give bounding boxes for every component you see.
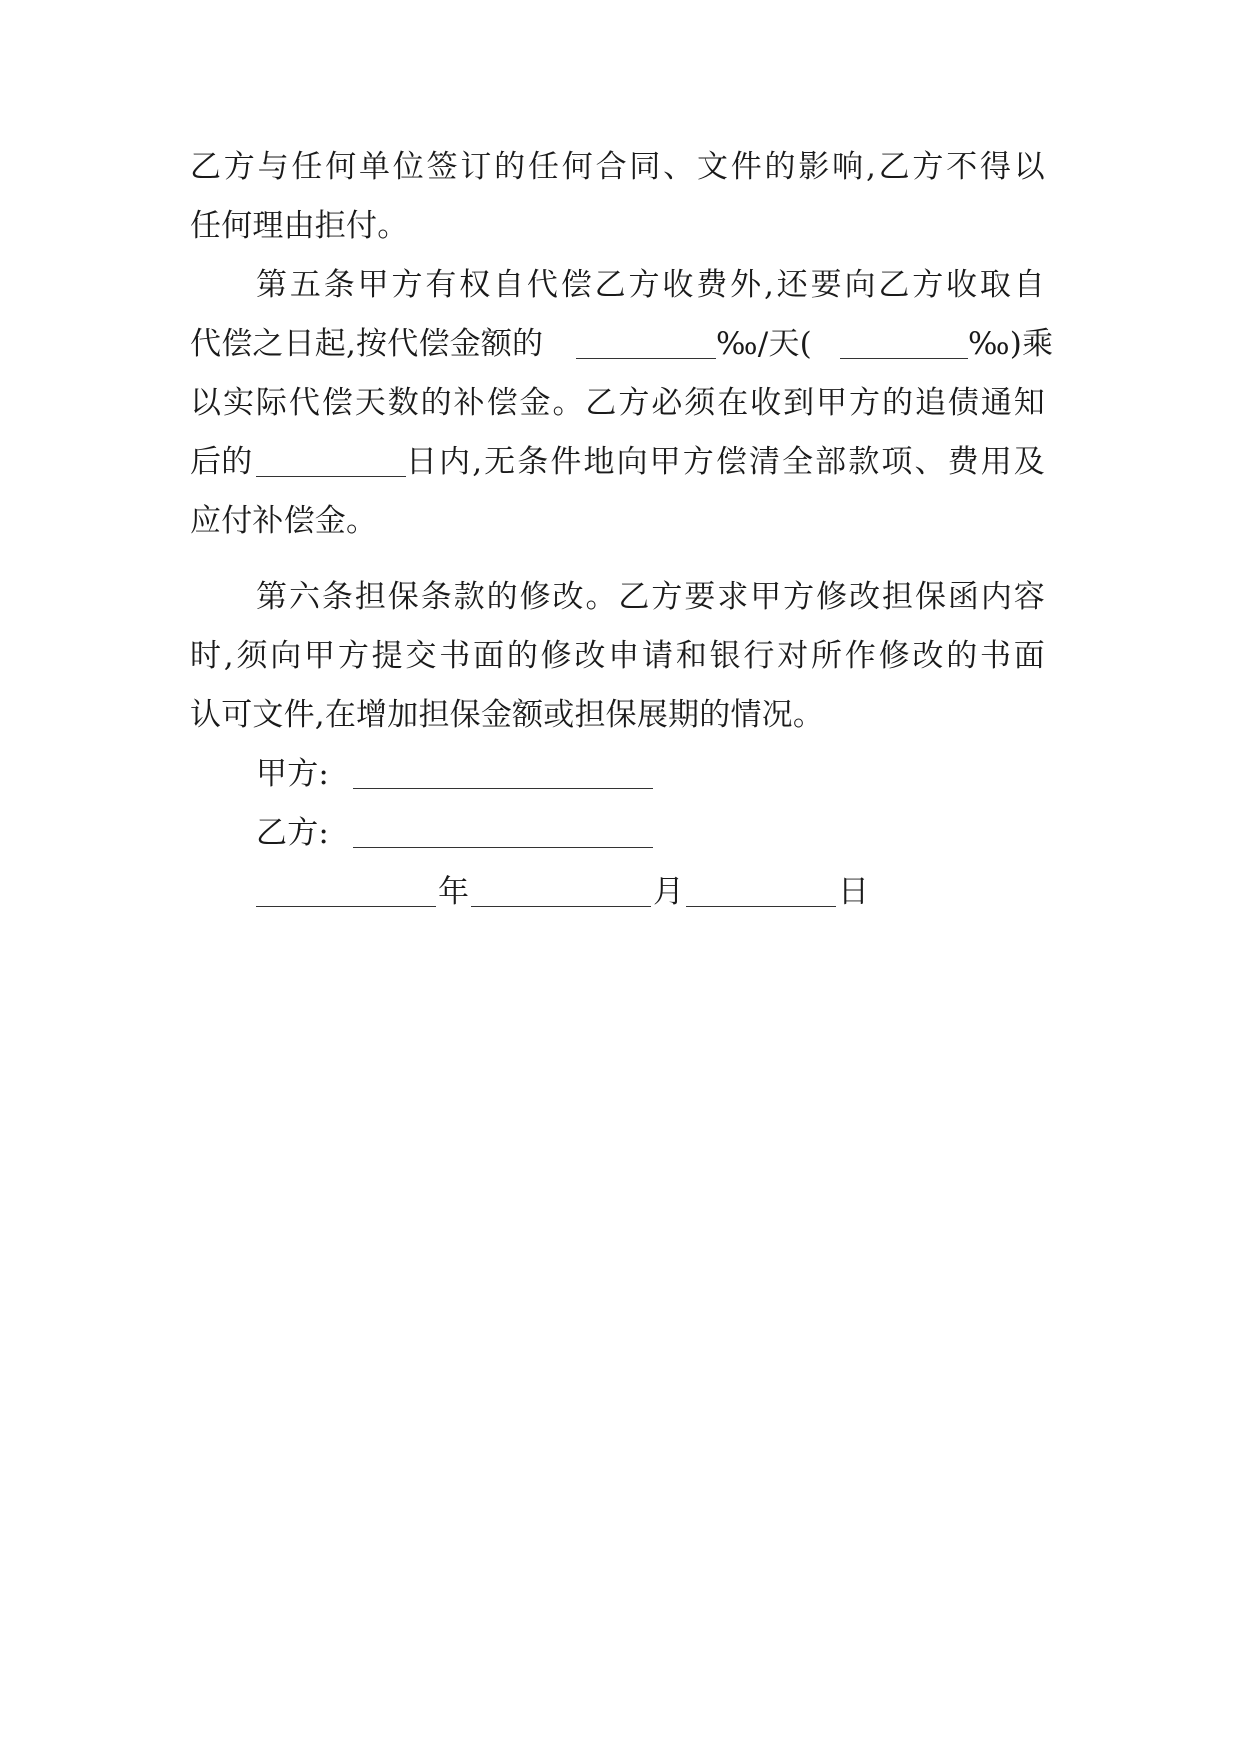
month-label: 月 bbox=[653, 874, 685, 910]
day-blank[interactable] bbox=[686, 876, 836, 907]
rate-blank-1[interactable] bbox=[576, 328, 716, 359]
rate-blank-2[interactable] bbox=[840, 328, 968, 359]
document-page: 乙方与任何单位签订的任何合同、文件的影响,乙方不得以 任何理由拒付。 第五条甲方有权自代偿乙方收费外,还要向乙方收取自 代偿之日起,按代偿金额的 ‰/天( ‰)乘 以实际代偿天数的补偿金。乙方必须在收到甲方的追债通知 后的 日内,无条件地向甲方偿清全部款项、费用及 应付补偿金。 第六条担保条款的修改。乙方要求甲方修改担保函内容 时,须向甲方提交书面的修改申请和银行对所作修改的书面 认可文件,在增加担保金额或担保展期的情况。 甲方: 乙方: 年 月 日 bbox=[0, 0, 1241, 1754]
month-blank[interactable] bbox=[471, 876, 651, 907]
day-label: 日 bbox=[838, 874, 870, 910]
article-5-line-4-text-a: 后的 bbox=[190, 444, 253, 480]
article-5-line-2-text-c: ‰)乘 bbox=[968, 326, 1054, 362]
article-5-line-4-text-b: 日内,无条件地向甲方偿清全部款项、费用及 bbox=[406, 444, 1045, 480]
days-blank[interactable] bbox=[256, 446, 406, 477]
party-a-label: 甲方: bbox=[256, 756, 330, 792]
year-label: 年 bbox=[438, 874, 470, 910]
party-b-label: 乙方: bbox=[256, 815, 330, 851]
party-a-signature-blank[interactable] bbox=[353, 758, 653, 789]
article-5-line-2-text-a: 代偿之日起,按代偿金额的 bbox=[190, 326, 544, 362]
year-blank[interactable] bbox=[256, 876, 436, 907]
article-5-line-2-text-b: ‰/天( bbox=[716, 326, 812, 362]
party-b-signature-blank[interactable] bbox=[353, 817, 653, 848]
